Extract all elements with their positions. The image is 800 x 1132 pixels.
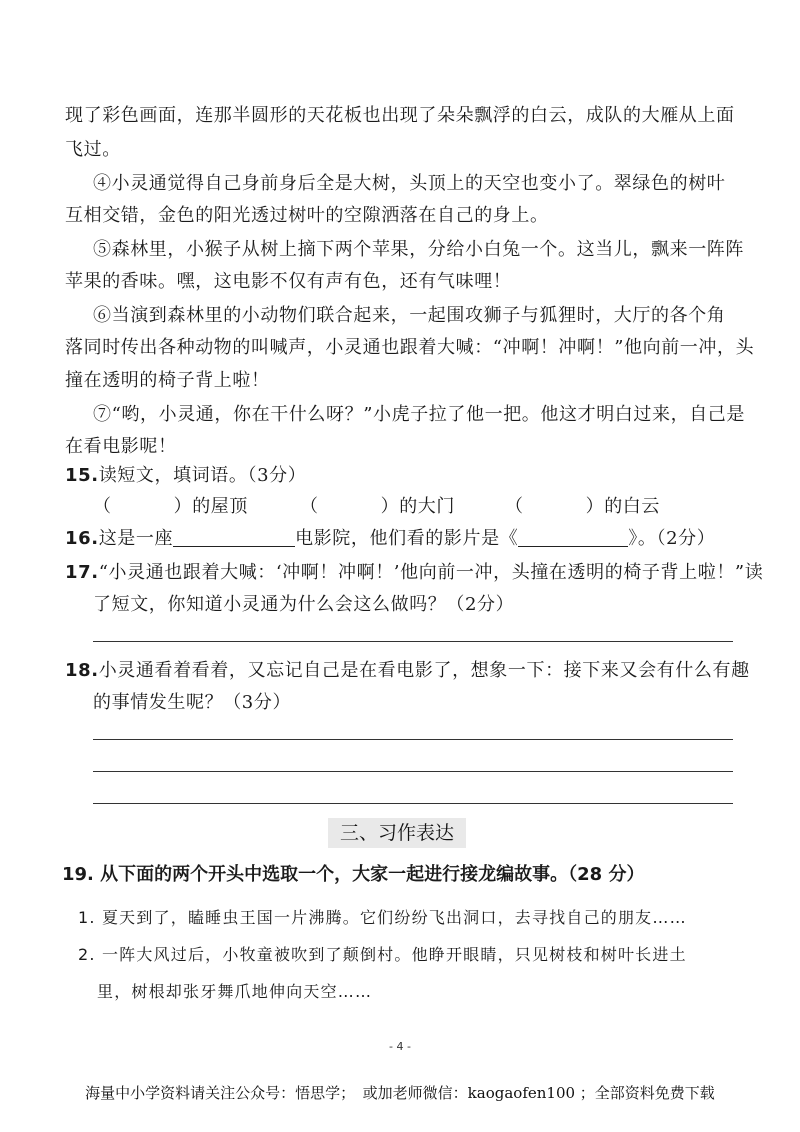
passage-paragraph-4-line-2: 互相交错，金色的阳光透过树叶的空隙洒落在自己的身上。: [65, 205, 549, 226]
open-paren: （: [300, 496, 319, 517]
footer-notice: 海量中小学资料请关注公众号：悟思学； 或加老师微信：kaogaofen100 ；全部资料免费下载: [85, 1084, 715, 1102]
question-15-blank-3[interactable]: [505, 494, 660, 520]
blank-2-suffix: ）的大门: [380, 496, 456, 517]
question-15-number: 15.: [65, 465, 99, 486]
passage-line-2: 飞过。: [65, 139, 121, 160]
question-18-answer-line-3[interactable]: [93, 803, 733, 804]
question-17-line-1: [65, 560, 763, 586]
question-15-blank-1[interactable]: [93, 494, 248, 520]
blank-3-suffix: ）的白云: [585, 496, 661, 517]
passage-line-1: 现了彩色画面，连那半圆形的天花板也出现了朵朵飘浮的白云，成队的大雁从上面: [65, 105, 735, 126]
question-16-number: 16.: [65, 528, 99, 549]
question-15: [65, 463, 306, 489]
question-16-part-3: 》。（2分）: [628, 528, 716, 549]
passage-paragraph-5-line-1: ⑤森林里，小猴子从树上摘下两个苹果，分给小白兔一个。这当儿，飘来一阵阵: [93, 239, 744, 260]
question-16-part-1: 这是一座: [98, 528, 174, 549]
option-1-number: 1.: [78, 908, 96, 927]
question-17-number: 17.: [65, 562, 99, 583]
question-18-number: 18.: [65, 660, 99, 681]
question-19-title: 19. 从下面的两个开头中选取一个，大家一起进行接龙编故事。（28 分）: [62, 864, 645, 885]
passage-paragraph-6-line-2: 落同时传出各种动物的叫喊声，小灵通也跟着大喊：“冲啊！冲啊！”他向前一冲，头: [65, 337, 755, 358]
passage-paragraph-7-line-1: ⑦“哟，小灵通，你在干什么呀？”小虎子拉了他一把。他这才明白过来，自己是: [93, 404, 746, 425]
question-18-answer-line-2[interactable]: [93, 771, 733, 772]
question-16-part-2: 电影院，他们看的影片是《: [295, 528, 519, 549]
question-19-option-1: [78, 905, 687, 931]
passage-paragraph-4-line-1: ④小灵通觉得自己身前身后全是大树，头顶上的天空也变小了。翠绿色的树叶: [93, 173, 726, 194]
option-1-text: 夏天到了，瞌睡虫王国一片沸腾。它们纷纷飞出洞口，去寻找自己的朋友……: [101, 908, 687, 927]
option-2-text-1: 一阵大风过后，小牧童被吹到了颠倒村。他睁开眼睛，只见树枝和树叶长进土: [101, 945, 687, 964]
question-17-answer-line[interactable]: [93, 641, 733, 642]
page-number: - 4 -: [389, 1040, 411, 1053]
question-18-answer-line-1[interactable]: [93, 739, 733, 740]
question-15-text: 读短文，填词语。（3分）: [98, 465, 307, 486]
open-paren: （: [505, 496, 524, 517]
section-title: 三、习作表达: [328, 818, 466, 848]
question-17-text-1: “小灵通也跟着大喊：‘冲啊！冲啊！’他向前一冲，头撞在透明的椅子背上啦！”读: [98, 562, 764, 583]
question-18-line-2: 的事情发生呢？（3分）: [93, 692, 292, 713]
passage-paragraph-6-line-1: ⑥当演到森林里的小动物们联合起来，一起围攻狮子与狐狸时，大厅的各个角: [93, 305, 726, 326]
passage-paragraph-7-line-2: 在看电影呢！: [65, 436, 177, 457]
question-16: [65, 526, 715, 552]
question-19-option-2-line-1: [78, 942, 687, 968]
passage-paragraph-5-line-2: 苹果的香味。嘿，这电影不仅有声有色，还有气味哩！: [65, 271, 512, 292]
question-16-blank-film[interactable]: [518, 528, 628, 547]
question-16-blank-cinema[interactable]: [173, 528, 295, 547]
question-19-option-2-line-2: 里，树根却张牙舞爪地伸向天空……: [97, 982, 373, 1001]
open-paren: （: [93, 496, 112, 517]
question-18-line-1: [65, 658, 750, 684]
passage-paragraph-6-line-3: 撞在透明的椅子背上啦！: [65, 370, 270, 391]
option-2-number: 2.: [78, 945, 96, 964]
question-15-blank-2[interactable]: [300, 494, 455, 520]
question-17-line-2: 了短文，你知道小灵通为什么会这么做吗？（2分）: [93, 594, 515, 615]
question-18-text-1: 小灵通看着看着，又忘记自己是在看电影了，想象一下：接下来又会有什么有趣: [98, 660, 750, 681]
blank-1-suffix: ）的屋顶: [173, 496, 249, 517]
